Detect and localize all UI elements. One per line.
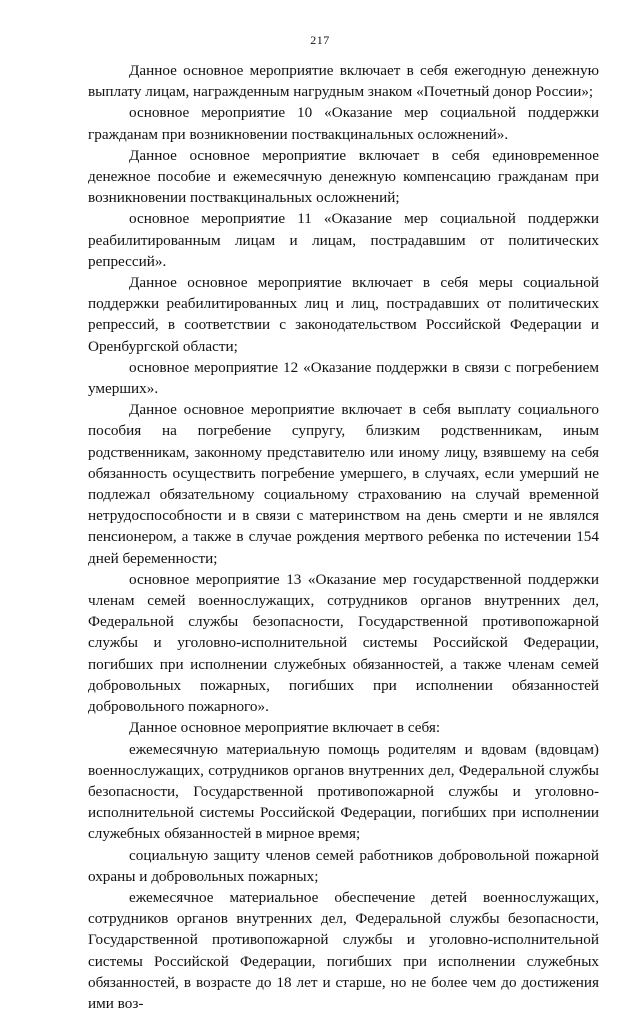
- paragraph: Данное основное мероприятие включает в себя ежегодную денежную выплату лицам, награжденным нагрудным знаком «Почетный донор России»;: [88, 62, 599, 101]
- paragraph: основное мероприятие 10 «Оказание мер социальной поддержки гражданам при возникновении поствакцинальных осложнений».: [88, 104, 599, 143]
- paragraph: основное мероприятие 12 «Оказание поддержки в связи с погребением умерших».: [88, 358, 599, 398]
- paragraph: ежемесячную материальную помощь родителям и вдовам (вдовцам) военнослужащих, сотрудников органов внутренних дел, Федеральной службы безопасности, Государственной противопожарной службы и уголовно-исполнительной системы Российской Федерации, погибших при исполнении служебных обязанностей в мирное время;: [88, 740, 599, 843]
- page-number: 217: [310, 33, 330, 47]
- document-body: [88, 60, 599, 1014]
- paragraph: Данное основное мероприятие включает в себя меры социальной поддержки реабилитированных лиц и лиц, пострадавших от политических репрессий, в соответствии с законодательством Российской Федерации и Оренбургской области;: [88, 274, 599, 355]
- paragraph: ежемесячное материальное обеспечение детей военнослужащих, сотрудников органов внутренних дел, Федеральной службы безопасности, Государственной противопожарной службы и уголовно-исполнительной системы Российской Федерации, погибших при исполнении служебных обязанностей, в возрасте до 18 лет и старше, но не более чем до достижения ими воз-: [88, 888, 599, 1012]
- paragraph: социальную защиту членов семей работников добровольной пожарной охраны и добровольных пожарных;: [88, 846, 599, 885]
- paragraph: Данное основное мероприятие включает в себя выплату социального пособия на погребение супругу, близким родственникам, иным родственникам, законному представителю или иному лицу, взявшему на себя обязанность осуществить погребение умершего, в случаях, если умерший не подлежал обязательному социальному страхованию на случай временной нетрудоспособности и в связи с материнством на день смерти и не являлся пенсионером, а также в случае рождения мертвого ребенка по истечении 154 дней беременности;: [88, 401, 599, 567]
- paragraph: основное мероприятие 11 «Оказание мер социальной поддержки реабилитированным лицам и лицам, пострадавшим от политических репрессий».: [88, 210, 599, 270]
- paragraph: Данное основное мероприятие включает в себя:: [129, 719, 441, 737]
- paragraph: основное мероприятие 13 «Оказание мер государственной поддержки членам семей военнослужащих, сотрудников органов внутренних дел, Федеральной службы безопасности, Государственной противопожарной службы и уголовно-исполнительной системы Российской Федерации, погибших при исполнении служебных обязанностей, а также членам семей добровольных пожарных, погибших при исполнении обязанностей добровольного пожарного».: [88, 570, 599, 716]
- paragraph: Данное основное мероприятие включает в себя единовременное денежное пособие и ежемесячную денежную компенсацию гражданам при возникновении поствакцинальных осложнений;: [88, 146, 599, 207]
